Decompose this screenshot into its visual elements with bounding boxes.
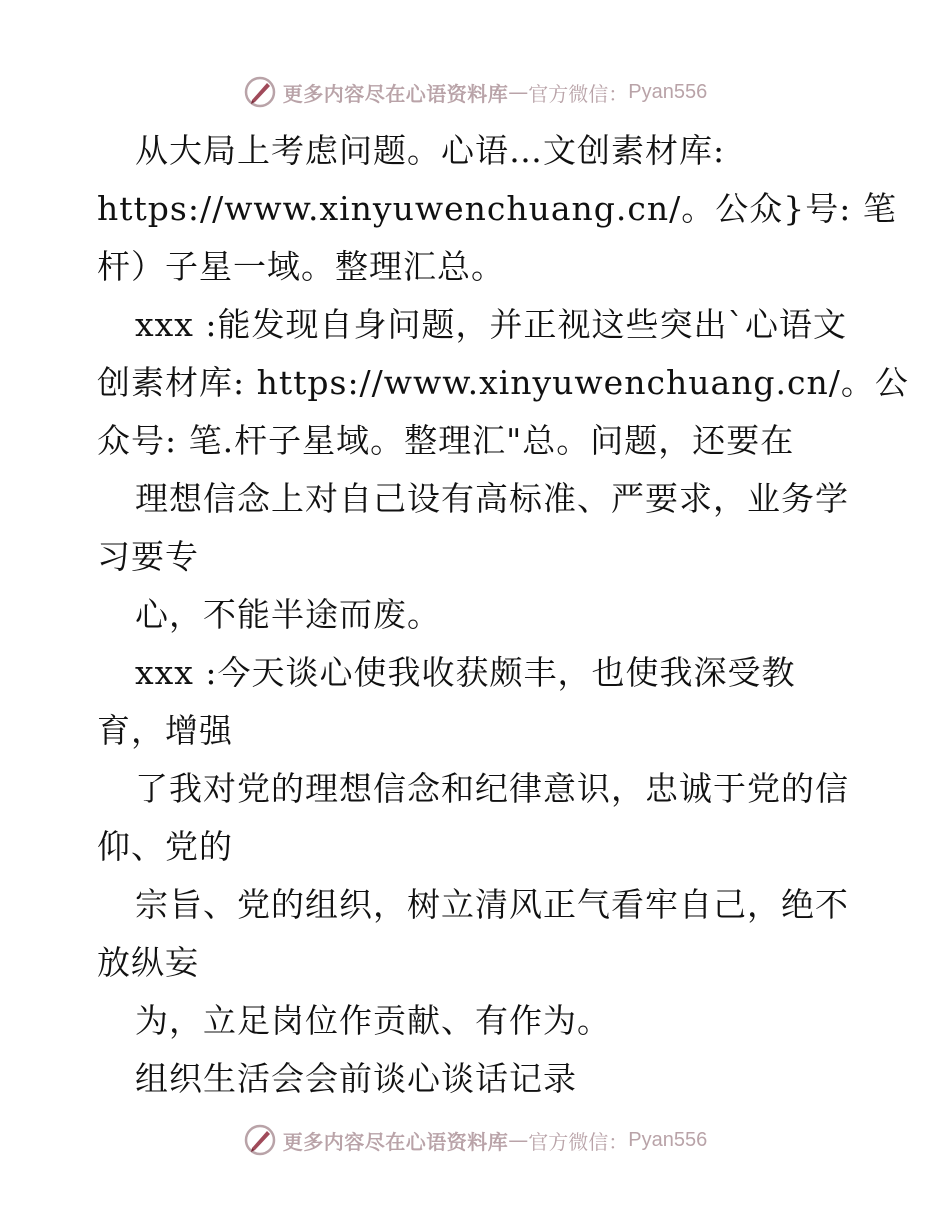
watermark-promo-text: 更多内容尽在心语资料库 [282, 81, 509, 106]
quill-pen-circle-icon [243, 1123, 277, 1157]
watermark-wechat-id: Pyan556 [628, 1128, 708, 1151]
watermark-wechat-label: 官方微信： [528, 81, 629, 106]
text-line: 宗旨、党的组织，树立清风正气看牢自己，绝不 [135, 885, 849, 924]
text-line: 创素材库: https://www.xinyuwenchuang.cn/。公 [97, 363, 909, 402]
text-line: 放纵妄 [97, 943, 199, 982]
quill-pen-circle-icon [243, 75, 277, 109]
text-line: 心，不能半途而废。 [135, 595, 441, 634]
text-line: 为，立足岗位作贡献、有作为。 [135, 1001, 611, 1040]
text-line: 育，增强 [97, 711, 233, 750]
watermark-dash: — [508, 1128, 529, 1152]
watermark-wechat-id: Pyan556 [628, 80, 708, 103]
text-line: xxx :能发现自身问题，并正视这些突出`心语文 [135, 305, 847, 344]
watermark-dash: — [508, 80, 529, 104]
text-line: xxx :今天谈心使我收获颇丰，也使我深受教 [135, 653, 796, 692]
text-line: 组织生活会会前谈心谈话记录 [135, 1059, 577, 1098]
text-line: 从大局上考虑问题。心语…文创素材库: [135, 131, 726, 170]
text-line: 杆）子星一域。整理汇总。 [97, 247, 505, 286]
text-line: https://www.xinyuwenchuang.cn/。公众}号: 笔 [97, 189, 897, 228]
footer-watermark [0, 1120, 950, 1160]
header-watermark [0, 72, 950, 112]
text-line: 众号: 笔.杆子星域。整理汇"总。问题，还要在 [97, 421, 795, 460]
text-line: 习要专 [97, 537, 199, 576]
text-line: 仰、党的 [97, 827, 233, 866]
watermark-promo-text: 更多内容尽在心语资料库 [282, 1129, 509, 1154]
watermark-wechat-label: 官方微信： [528, 1129, 629, 1154]
text-line: 理想信念上对自己设有高标准、严要求，业务学 [135, 479, 849, 518]
text-line: 了我对党的理想信念和纪律意识，忠诚于党的信 [135, 769, 849, 808]
